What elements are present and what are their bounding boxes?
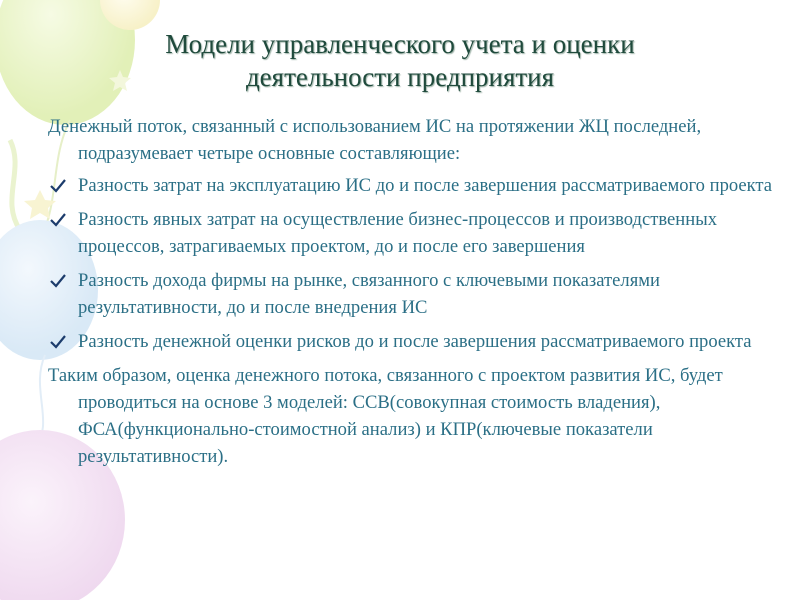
bullet-text: Разность явных затрат на осуществление бизнес-процессов и производственных процессов, затрагиваемых проектом, до и после его завершения xyxy=(78,209,717,257)
intro-paragraph: Денежный поток, связанный с использованием ИС на протяжении ЖЦ последней, подразумевает четыре основные составляющие: xyxy=(48,116,702,164)
bullet-item xyxy=(48,267,778,321)
bullet-item xyxy=(48,328,778,355)
bullet-text: Разность затрат на эксплуатацию ИС до и после завершения рассматриваемого проекта xyxy=(78,175,773,196)
bullet-item xyxy=(48,206,778,260)
bullet-text: Разность дохода фирмы на рынке, связанного с ключевыми показателями результативности, до и после внедрения ИС xyxy=(78,270,660,318)
slide-body xyxy=(48,113,778,475)
bullet-item xyxy=(48,172,778,199)
checkmark-icon xyxy=(48,172,70,199)
bullet-text: Разность денежной оценки рисков до и после завершения рассматриваемого проекта xyxy=(78,331,752,352)
slide-title-line-1: Модели управленческого учета и оценки xyxy=(165,29,635,59)
checkmark-icon xyxy=(48,328,70,355)
checkmark-icon xyxy=(48,267,70,294)
slide-title-line-2: деятельности предприятия xyxy=(245,62,555,92)
conclusion-paragraph: Таким образом, оценка денежного потока, связанного с проектом развития ИС, будет проводиться на основе 3 моделей: ССВ(совокупная стоимость владения), ФСА(функционально-стоимостной анализ) и КПР(ключевые показатели результативности). xyxy=(48,365,723,467)
slide-title xyxy=(100,28,700,94)
checkmark-icon xyxy=(48,206,70,233)
